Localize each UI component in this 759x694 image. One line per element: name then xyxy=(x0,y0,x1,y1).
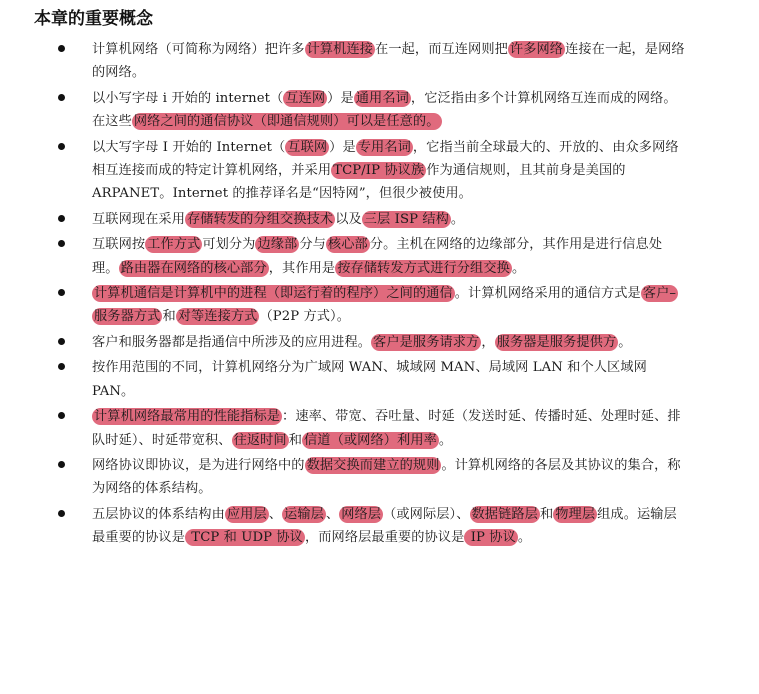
text-segment: ，而网络层最重要的协议是 xyxy=(304,530,465,546)
highlighted-phrase: 网络层 xyxy=(341,506,382,522)
highlighted-phrase: 核心部 xyxy=(327,237,368,253)
item-text xyxy=(92,331,686,354)
text-segment: 、 xyxy=(325,506,340,522)
text-segment: ：速率、带宽、吞吐量、时延（发送时延、传播时延、处理时延、排队时延）、时延带宽积、 xyxy=(92,409,681,448)
text-segment: 。计算机网络的各层及其协议的集合，称为网络的体系结构。 xyxy=(92,457,681,497)
list-item xyxy=(0,233,759,280)
text-segment: 互联网现在采用 xyxy=(92,211,186,227)
text-segment: 计算机网络（可简称为网络）把许多 xyxy=(92,42,305,57)
bullet-icon xyxy=(58,510,65,517)
highlighted-phrase: 应用层 xyxy=(226,506,267,522)
bullet-icon xyxy=(58,215,65,222)
text-segment: 可划分为 xyxy=(202,237,256,253)
highlighted-phrase: 存储转发的分组交换技术 xyxy=(187,211,334,227)
text-segment: 互联网按 xyxy=(92,237,146,253)
text-segment: （P2P 方式）。 xyxy=(259,309,351,325)
text-segment: 。 xyxy=(450,211,465,227)
text-segment: 以小写字母 i 开始的 internet（ xyxy=(92,90,284,106)
bullet-icon xyxy=(58,240,65,247)
text-segment: ，它指当前全球最大的、开放的、由众多网络相互连接而成的特定计算机网络，并采用 xyxy=(92,139,679,179)
text-segment: （或网际层）、 xyxy=(383,506,470,522)
highlighted-phrase: 专用名词 xyxy=(357,139,411,155)
text-segment: 分。主机在网络的边缘部分，其作用是进行信息处理。 xyxy=(92,237,663,276)
list-item xyxy=(0,331,759,354)
bullet-icon xyxy=(58,94,65,101)
text-segment: 和 xyxy=(288,432,303,448)
highlighted-phrase: 边缘部 xyxy=(257,237,298,253)
item-text xyxy=(92,282,686,329)
highlighted-phrase: 客户是服务请求方 xyxy=(373,334,480,350)
list-item xyxy=(0,503,759,550)
text-segment: ，它泛指由多个计算机网络互连而成的网络。在这些 xyxy=(92,90,677,130)
text-segment: 。 xyxy=(511,260,526,276)
item-text xyxy=(92,356,686,403)
highlighted-phrase: 路由器在网络的核心部分 xyxy=(120,260,267,276)
list-item xyxy=(0,454,759,501)
text-segment: 作为通信规则，且其前身是美国的 ARPANET。Internet 的推荐译名是“因特网”，但很少被使用。 xyxy=(92,163,626,202)
highlighted-phrase: 计算机通信是计算机中的进程（即运行着的程序）之间的通信 xyxy=(94,286,453,302)
text-segment: ）是 xyxy=(327,90,354,106)
list-item xyxy=(0,356,759,403)
bullet-icon xyxy=(58,363,65,370)
concept-list xyxy=(0,38,759,552)
highlighted-phrase: 通用名词 xyxy=(355,90,409,106)
highlighted-phrase: 信道（或网络）利用率 xyxy=(304,432,437,448)
highlighted-phrase: 计算机连接 xyxy=(306,42,374,57)
highlighted-phrase: 服务器是服务提供方 xyxy=(496,334,617,350)
highlighted-phrase: 许多网络 xyxy=(509,42,564,57)
bullet-icon xyxy=(58,289,65,296)
text-segment: 分与 xyxy=(299,237,326,253)
bullet-icon xyxy=(58,338,65,345)
highlighted-phrase: 网络之间的通信协议（即通信规则）可以是任意的。 xyxy=(133,114,440,130)
highlighted-phrase: 运输层 xyxy=(284,506,324,522)
item-text xyxy=(92,87,686,134)
bullet-icon xyxy=(58,412,65,419)
highlighted-phrase: 计算机网络最常用的性能指标是 xyxy=(94,409,281,425)
text-segment: 和 xyxy=(162,309,176,325)
text-segment: 网络协议即协议，是为进行网络中的 xyxy=(92,457,305,473)
highlighted-phrase: 往返时间 xyxy=(233,432,287,448)
highlighted-phrase: 互连网 xyxy=(285,90,326,106)
page-title: 本章的重要概念 xyxy=(34,9,153,29)
highlighted-phrase: TCP/IP 协议族 xyxy=(333,163,425,179)
item-text xyxy=(92,136,686,206)
item-text xyxy=(92,405,686,452)
highlighted-phrase: 物理层 xyxy=(555,506,596,522)
list-item xyxy=(0,136,759,206)
list-item xyxy=(0,405,759,452)
highlighted-phrase: IP 协议 xyxy=(466,530,516,546)
bullet-icon xyxy=(58,143,65,150)
bullet-icon xyxy=(58,45,65,52)
text-segment: 。计算机网络采用的通信方式是 xyxy=(454,286,641,302)
text-segment: 以及 xyxy=(335,211,362,227)
text-segment: 以大写字母 I 开始的 Internet（ xyxy=(92,139,286,155)
text-segment: 、 xyxy=(268,506,283,522)
highlighted-phrase: 互联网 xyxy=(287,139,328,155)
highlighted-phrase: 数据交换而建立的规则 xyxy=(306,457,440,473)
text-segment: 在一起，而互连网则把 xyxy=(375,42,508,57)
text-segment: 。 xyxy=(618,334,632,350)
highlighted-phrase: 数据链路层 xyxy=(471,506,538,522)
item-text xyxy=(92,503,686,550)
text-segment: 客户和服务器都是指通信中所涉及的应用进程。 xyxy=(92,334,372,350)
text-segment: 。 xyxy=(517,530,532,546)
list-item xyxy=(0,282,759,329)
item-text xyxy=(92,454,686,501)
text-segment: ）是 xyxy=(329,139,356,155)
text-segment: 连接在一起，是网络的网络。 xyxy=(92,42,685,81)
item-text xyxy=(92,233,686,280)
highlighted-phrase: TCP 和 UDP 协议 xyxy=(187,530,303,546)
text-segment: 和 xyxy=(539,506,554,522)
text-segment: ， xyxy=(481,334,495,350)
bullet-icon xyxy=(58,461,65,468)
highlighted-phrase: 按存储转发方式进行分组交换 xyxy=(337,260,510,276)
text-segment: ，其作用是 xyxy=(268,260,336,276)
list-item xyxy=(0,208,759,231)
highlighted-phrase: 对等连接方式 xyxy=(177,309,258,325)
text-segment: 按作用范围的不同，计算机网络分为广域网 WAN、城域网 MAN、局域网 LAN 和个人区域网 PAN。 xyxy=(92,360,647,399)
item-text xyxy=(92,38,686,85)
text-segment: 五层协议的体系结构由 xyxy=(92,506,225,522)
item-text xyxy=(92,208,686,231)
highlighted-phrase: 客户–服务器方式 xyxy=(94,286,677,325)
text-segment: 。 xyxy=(438,432,453,448)
text-segment: 组成。运输层最重要的协议是 xyxy=(92,506,677,546)
list-item xyxy=(0,87,759,134)
highlighted-phrase: 三层 ISP 结构 xyxy=(363,211,449,227)
highlighted-phrase: 工作方式 xyxy=(147,237,201,253)
list-item xyxy=(0,38,759,85)
